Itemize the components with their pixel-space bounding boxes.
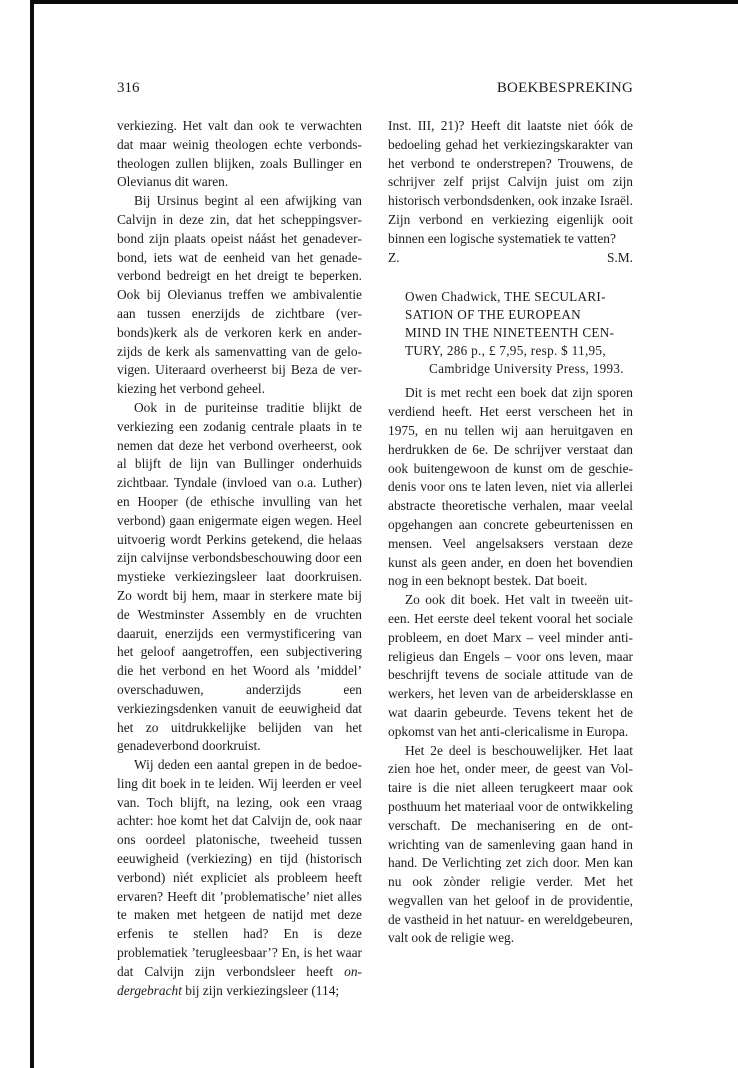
signoff-place: Z.	[388, 249, 400, 265]
signoff-initials: S.M.	[606, 249, 633, 265]
paragraph: Zo ook dit boek. Het valt in tweeën uiteen. Het eerste deel tekent vooral het sociale probleem, en doet Marx – veel minder anti-religieus dan Engels – voor ons leven, maar beschrijft tevens de sociale attitude van de werkers, het leven van de arbeidersklasse en wat daarin gebeurde. Tevens tekent het de opkomst van het anti-clericalisme in Europa.	[388, 592, 633, 739]
left-column	[117, 117, 362, 1000]
paragraph-text: bij zijn verkiezingsleer (114;	[181, 982, 340, 998]
review-signoff	[388, 249, 633, 268]
heading-line: Owen Chadwick, THE SECULARI-	[405, 289, 606, 305]
paragraph: Ook in de puriteinse traditie blijkt de verkiezing een zodanig centrale plaats in te nemen dat deze het verbond overheerst, ook al blijft de lijn van Bullinger onderhuids zichtbaar. Tyndale (invloed van o.a. Luther) en Hooper (de ethische invulling van het verbond) gaan enigermate eigen wegen. Heel uitvoerig wordt Perkins getekend, die helaas zijn calvijnse verbondsbeschouwing door een mystieke verkiezingsleer laat doorkruisen. Zo wordt bij hem, maar in sterkere mate bij de Westminster Assembly en de vruchten daaruit, enerzijds een vermystificering van het geloof aangetroffen, een subjectivering die het verbond en het Woord als ’middel’ overschaduwen, anderzijds een verkiezingsdenken vanuit de eeuwigheid dat het zo uitdrukkelijke belijden van het genadeverbond doorkruist.	[117, 399, 362, 754]
scan-edge-top	[30, 0, 738, 4]
paragraph: Bij Ursinus begint al een afwijking van Calvijn in deze zin, dat het scheppingsverbond zijn plaats opeist náást het genadeverbond, iets wat de eenheid van het genadeverbond bedreigt en het dreigt te beperken. Ook bij Olevianus treffen we ambivalentie aan tussen enerzijds de zichtbare (verbonds)kerk als de verkoren kerk en anderzijds de kerk als samenvatting van de gelovigen. Uiteraard overheerst bij Beza de verkiezing het verbond geheel.	[117, 193, 362, 397]
heading-line: MIND IN THE NINETEENTH CEN-	[405, 325, 615, 341]
running-head: BOEKBESPREKING	[496, 80, 633, 96]
paragraph	[117, 756, 362, 1000]
paragraph-text: Wij deden een aantal grepen in de bedoeling dit boek in te leiden. Wij leerden er veel van. Toch blijft, na lezing, ook een vraag achter: hoe komt het dat Calvijn de, ook naar ons oordeel platonische, tweeheid tussen eeuwigheid (verkiezing) en tijd (historisch verbond) nìét expliciet als probleem heeft ervaren? Heeft dit ’problematische’ niet alles te maken met hetgeen de natijd met deze erfenis te stellen had? En is deze problematiek ’terugleesbaar’? En, is het waar dat Calvijn zijn verbondsleer heeft	[117, 757, 362, 979]
emphasized-word: ondergebracht	[117, 963, 362, 998]
paragraph: verkiezing. Het valt dan ook te verwachten dat maar weinig theologen echte verbondstheologen zullen blijken, zoals Bullinger en Olevianus dit waren.	[117, 118, 362, 190]
page-number: 316	[117, 80, 140, 96]
right-column	[388, 117, 633, 948]
heading-line: SATION OF THE EUROPEAN	[405, 307, 581, 323]
paragraph: Dit is met recht een boek dat zijn sporen verdiend heeft. Het eerst verscheen het in 1975, en nu tellen wij aan heruitgaven en herdrukken de 6e. De schrijver verstaat dan ook buitengewoon de kunst om de geschiedenis voor ons te laten leven, niet via allerlei abstracte theoretische verhalen, maar veelal opgehangen aan concrete gebeurtenissen en mensen. Veel angelsaksers verstaan deze kunst als geen ander, en doen het bovendien nog in een beknopt bestek. Dat boeit.	[388, 385, 633, 589]
heading-line: Cambridge University Press, 1993.	[429, 361, 624, 377]
paragraph: Inst. III, 21)? Heeft dit laatste niet óók de bedoeling gehad het verkiezingskarakter van het verbond te onderstrepen? Trouwens, de schrijver zelf prijst Calvijn juist om zijn historisch verbondsdenken, ook inzake Israël. Zijn verbond en verkiezing eigenlijk ooit binnen een logische systematiek te vatten?	[388, 118, 633, 246]
paragraph: Het 2e deel is beschouwelijker. Het laat zien hoe het, onder meer, de geest van Voltaire is die niet alleen terugkeert maar ook posthuum het materiaal voor de ontwikkeling verschaft. De mechanisering en de ontwrichting van de samenleving gaan hand in hand. De Verlichting zet zich door. Men kan nu ook zònder religie verder. Met het wegvallen van het geloof in de providentie, de vastheid in het natuur- en wereldgebeuren, valt ook de religie weg.	[388, 742, 633, 946]
scan-edge-left	[30, 0, 34, 1068]
heading-line: TURY, 286 p., £ 7,95, resp. $ 11,95,	[405, 343, 606, 359]
book-review-heading	[388, 288, 633, 378]
